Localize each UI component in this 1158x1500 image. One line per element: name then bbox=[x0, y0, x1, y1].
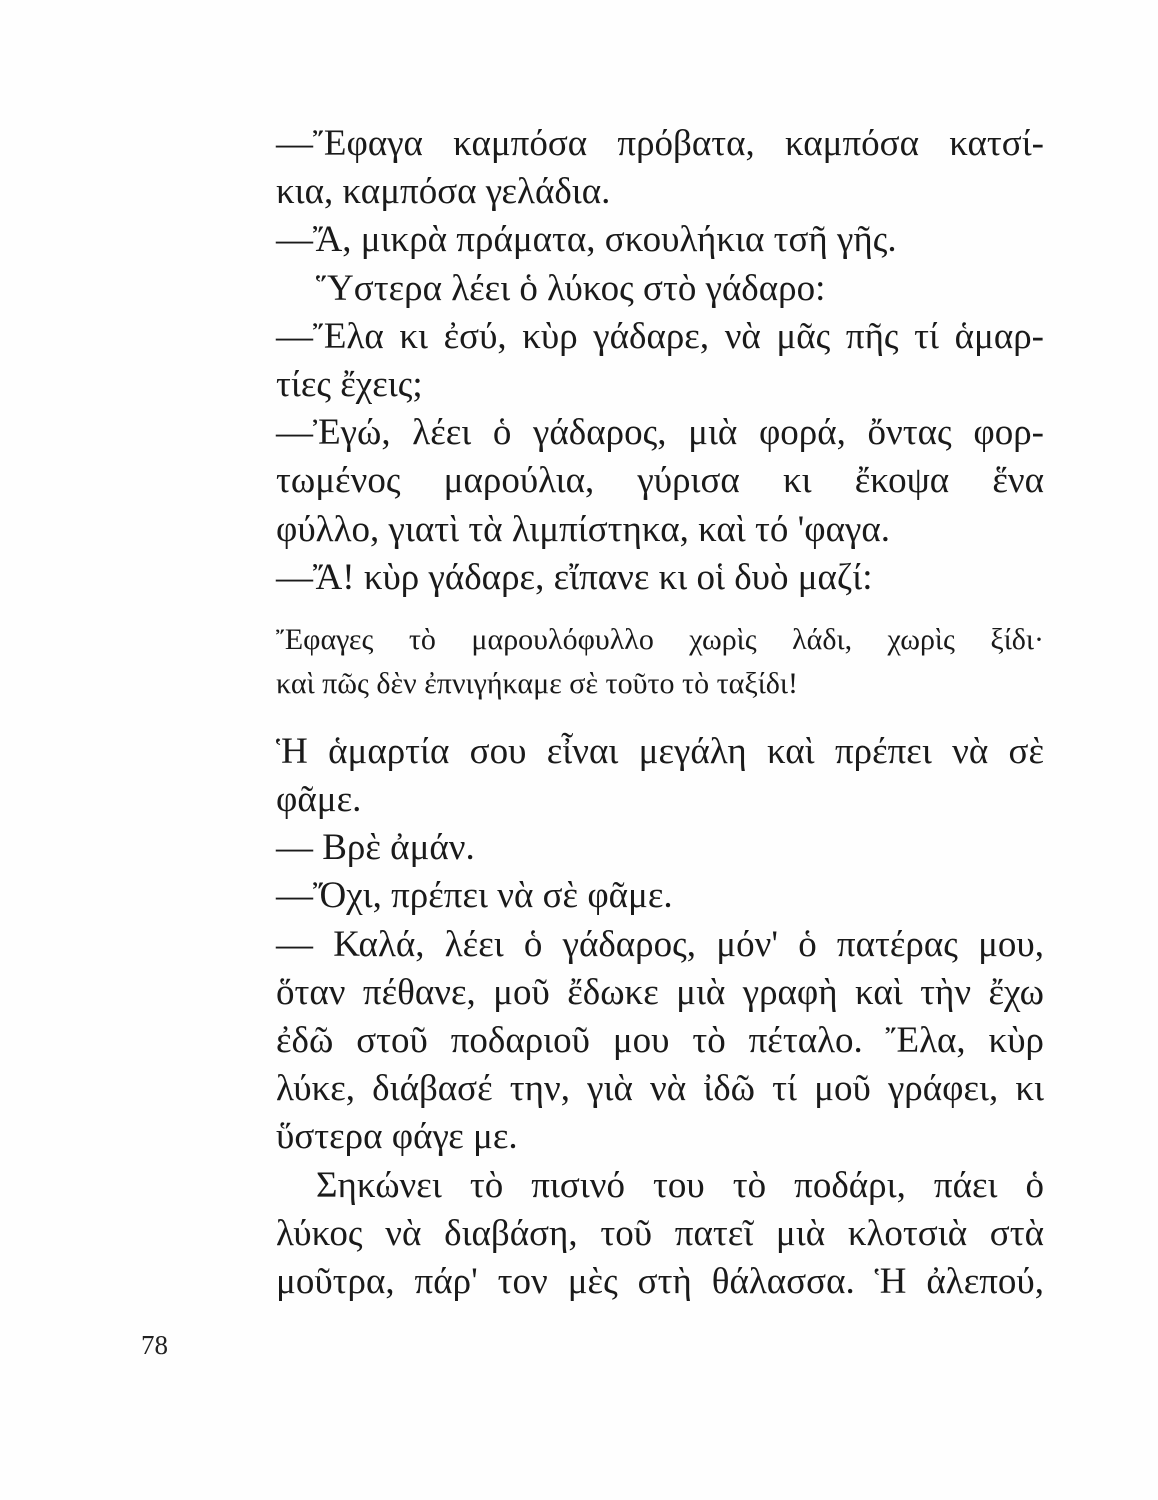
text-line: —Ὄχι, πρέπει νὰ σὲ φᾶμε. bbox=[276, 875, 673, 917]
text-line: φᾶμε. bbox=[276, 779, 362, 821]
page-number: 78 bbox=[141, 1330, 168, 1360]
text-line: Ὕστερα λέει ὁ λύκος στὸ γάδαρο: bbox=[316, 267, 826, 309]
text-line: λύκε, διάβασέ την, γιὰ νὰ ἰδῶ τί μοῦ γράφει, κι bbox=[276, 1068, 1044, 1110]
body-text bbox=[276, 120, 1044, 1306]
text-line: — Καλά, λέει ὁ γάδαρος, μόν' ὁ πατέρας μου, bbox=[276, 923, 1044, 965]
text-line: — Βρὲ ἀμάν. bbox=[276, 827, 475, 869]
text-line: ὕστερα φάγε με. bbox=[276, 1116, 518, 1158]
text-line: Σηκώνει τὸ πισινό του τὸ ποδάρι, πάει ὁ bbox=[316, 1164, 1044, 1206]
text-line: Ἡ ἁμαρτία σου εἶναι μεγάλη καὶ πρέπει νὰ σὲ bbox=[276, 730, 1044, 772]
text-line: τίες ἔχεις; bbox=[276, 363, 423, 405]
spacer bbox=[276, 706, 1044, 728]
text-line: μοῦτρα, πάρ' τον μὲς στὴ θάλασσα. Ἡ ἀλεπού, bbox=[276, 1260, 1044, 1302]
text-line: φύλλο, γιατὶ τὰ λιμπίστηκα, καὶ τό 'φαγα. bbox=[276, 508, 891, 550]
text-line: —Ἔλα κι ἐσύ, κὺρ γάδαρε, νὰ μᾶς πῆς τί ἁμαρ- bbox=[276, 315, 1044, 357]
text-line: ὅταν πέθανε, μοῦ ἔδωκε μιὰ γραφὴ καὶ τὴν ἔχω bbox=[276, 971, 1044, 1013]
text-line: τωμένος μαρούλια, γύρισα κι ἔκοψα ἕνα bbox=[276, 460, 1044, 502]
verse-line: Ἔφαγες τὸ μαρουλόφυλλο χωρὶς λάδι, χωρὶς ξίδι· bbox=[276, 622, 1044, 656]
text-line: —Ἄ! κὺρ γάδαρε, εἴπανε κι οἱ δυὸ μαζί: bbox=[276, 556, 873, 598]
text-line: λύκος νὰ διαβάση, τοῦ πατεῖ μιὰ κλοτσιὰ στὰ bbox=[276, 1212, 1044, 1254]
text-line: —Ἐγώ, λέει ὁ γάδαρος, μιὰ φορά, ὄντας φορ- bbox=[276, 412, 1044, 454]
verse-block bbox=[276, 618, 1044, 706]
text-line: —Ἔφαγα καμπόσα πρόβατα, καμπόσα κατσί- bbox=[276, 123, 1044, 164]
text-line: κια, καμπόσα γελάδια. bbox=[276, 171, 611, 213]
text-line: ἐδῶ στοῦ ποδαριοῦ μου τὸ πέταλο. Ἔλα, κὺρ bbox=[276, 1020, 1044, 1061]
verse-line: καὶ πῶς δὲν ἐπνιγήκαμε σὲ τοῦτο τὸ ταξίδι! bbox=[276, 666, 798, 700]
spacer bbox=[276, 602, 1044, 618]
text-line: —Ἄ, μικρὰ πράματα, σκουλήκια τσῆ γῆς. bbox=[276, 219, 897, 261]
